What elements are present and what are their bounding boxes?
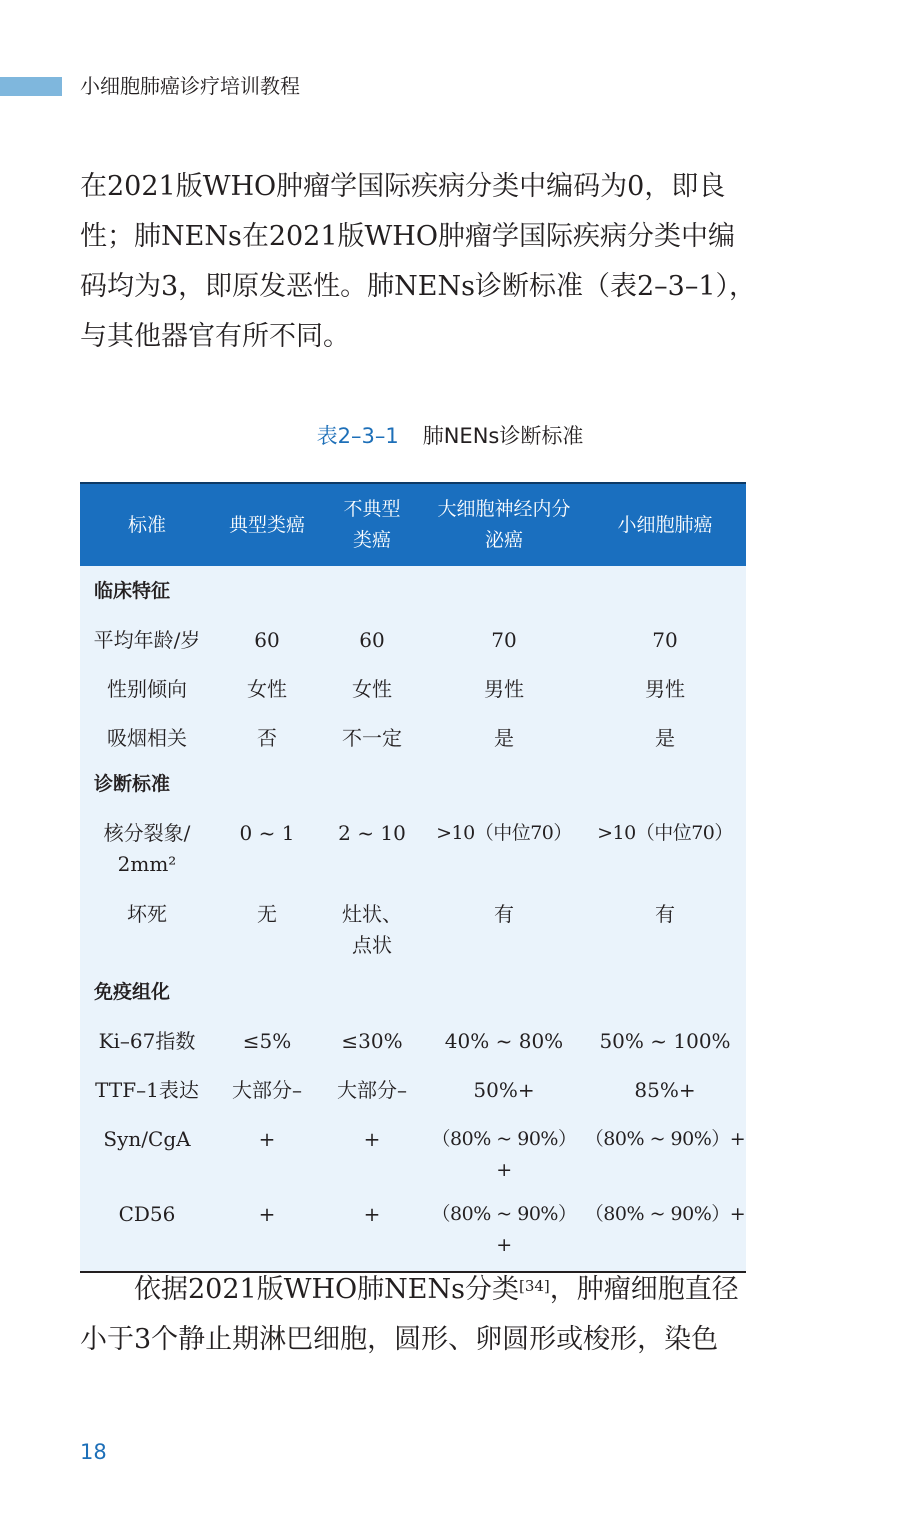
table-cell: 2 ~ 10 [338, 821, 406, 845]
text-line: 码均为3，即原发恶性。肺NENs诊断标准（表2–3–1）， [80, 271, 757, 302]
text-line: 小于3个静止期淋巴细胞，圆形、卵圆形或梭形，染色 [80, 1324, 719, 1355]
text-line: 依据2021版WHO肺NENs分类[34]，肿瘤细胞直径 [134, 1274, 739, 1305]
table-cell: 有 [655, 902, 675, 926]
table-row [80, 805, 746, 886]
table-row [80, 886, 746, 967]
table-cell: ≤5% [242, 1029, 292, 1053]
section-title: 临床特征 [94, 580, 171, 602]
table-cell: 是 [655, 726, 675, 750]
section-row-diagnostic [80, 759, 746, 805]
outro-paragraph [80, 1265, 748, 1365]
row-label: 平均年龄/岁 [93, 628, 201, 652]
table-cell: 灶状、 点状 [342, 902, 402, 957]
table-cell: 大部分– [232, 1078, 302, 1102]
table-cell: 60 [254, 628, 280, 652]
table-cell: （80% ~ 90%）+ [424, 1186, 584, 1272]
header-accent-bar [0, 77, 62, 96]
table-cell: 否 [257, 726, 277, 750]
table-row [80, 661, 746, 710]
running-header-title: 小细胞肺癌诊疗培训教程 [80, 74, 300, 98]
table-cell: （80% ~ 90%）+ [584, 1186, 746, 1272]
table-row [80, 612, 746, 661]
column-header-typical-carcinoid: 典型类癌 [214, 483, 320, 566]
column-header-lcnec: 大细胞神经内分 泌癌 [424, 483, 584, 566]
table-row [80, 1111, 746, 1186]
table-cell: + [363, 1127, 381, 1151]
table-cell: （80% ~ 90%）+ [431, 1128, 577, 1181]
table-cell: >10（中位70） [436, 822, 572, 844]
table-number: 表2–3–1 [316, 424, 399, 448]
table-header-row [80, 483, 746, 566]
row-label: Ki–67指数 [98, 1029, 196, 1053]
table-row [80, 1062, 746, 1111]
table-cell: 男性 [484, 677, 524, 701]
table-row [80, 1186, 746, 1272]
table-title: 肺NENs诊断标准 [422, 424, 584, 448]
table-cell: 40% ~ 80% [444, 1029, 564, 1053]
row-label: CD56 [80, 1186, 214, 1272]
table-cell: >10（中位70） [597, 822, 733, 844]
table-cell: （80% ~ 90%）+ [584, 1128, 746, 1150]
table-row [80, 710, 746, 759]
table-cell: 70 [652, 628, 678, 652]
table-cell: 男性 [645, 677, 685, 701]
column-header-criteria: 标准 [80, 483, 214, 566]
column-header-atypical-carcinoid: 不典型 类癌 [320, 483, 424, 566]
table-cell: 70 [491, 628, 517, 652]
table-cell: 有 [494, 902, 514, 926]
row-label: Syn/CgA [103, 1127, 191, 1151]
section-title: 诊断标准 [94, 773, 171, 795]
table-cell: 女性 [247, 677, 287, 701]
text-line: 性；肺NENs在2021版WHO肿瘤学国际疾病分类中编 [80, 221, 735, 252]
table-row [80, 1013, 746, 1062]
citation-reference[interactable]: [34] [518, 1277, 550, 1295]
intro-paragraph [80, 162, 757, 362]
table-cell: 85%+ [634, 1078, 696, 1102]
row-label: 吸烟相关 [107, 726, 187, 750]
row-label: 坏死 [127, 902, 167, 926]
section-row-clinical [80, 566, 746, 612]
text-line: 在2021版WHO肿瘤学国际疾病分类中编码为0，即良 [80, 171, 726, 202]
table-cell: 0 ~ 1 [239, 821, 295, 845]
column-header-sclc: 小细胞肺癌 [584, 483, 746, 566]
page-number: 18 [80, 1440, 107, 1464]
table-cell: 女性 [352, 677, 392, 701]
table-cell: ≤30% [341, 1029, 403, 1053]
table-cell: 无 [257, 902, 277, 926]
section-row-immunohistochemistry [80, 967, 746, 1013]
table-cell: 60 [359, 628, 385, 652]
diagnostic-criteria-table [80, 482, 746, 1273]
table-cell: 50%+ [473, 1078, 535, 1102]
row-label: TTF–1表达 [95, 1078, 199, 1102]
table-cell: 50% ~ 100% [599, 1029, 731, 1053]
table-cell: 大部分– [337, 1078, 407, 1102]
table-caption [0, 420, 900, 452]
table-cell: 是 [494, 726, 514, 750]
table-cell: + [214, 1186, 320, 1272]
text-line: 与其他器官有所不同。 [80, 321, 350, 352]
table-cell: + [258, 1127, 276, 1151]
row-label: 性别倾向 [107, 677, 187, 701]
table-cell: + [320, 1186, 424, 1272]
table-cell: 不一定 [342, 726, 402, 750]
row-label: 核分裂象/ 2mm² [103, 821, 191, 876]
section-title: 免疫组化 [94, 981, 171, 1003]
